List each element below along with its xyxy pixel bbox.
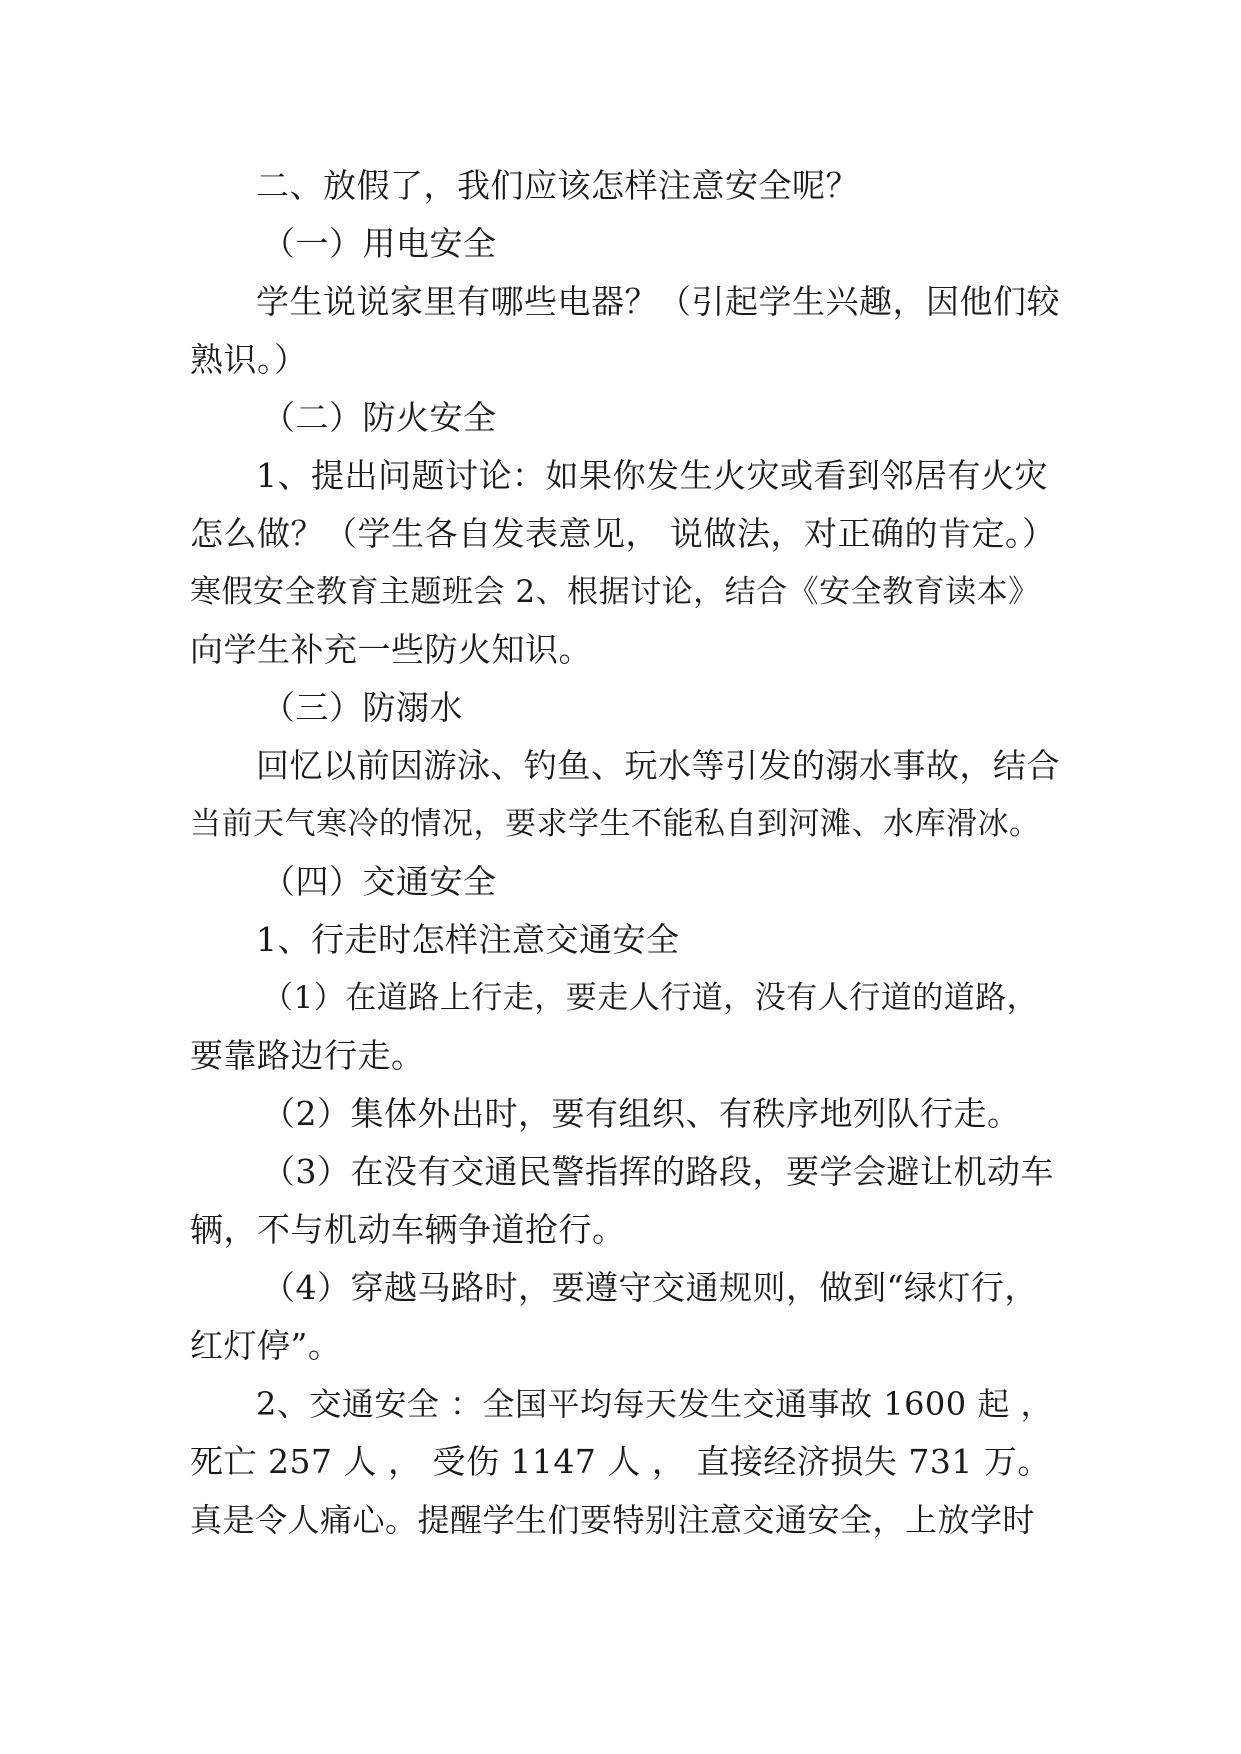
list-item: （1）在道路上行走，要走人行道，没有人行道的道路，: [262, 980, 1039, 1016]
paragraph-line: 红灯停”。: [190, 1326, 342, 1365]
section-heading: 二、放假了，我们应该怎样注意安全呢？: [256, 166, 859, 205]
paragraph-line: 真是令人痛心。提醒学生们要特别注意交通安全，上放学时: [190, 1501, 1036, 1539]
paragraph-line: 熟识。）: [190, 340, 308, 379]
paragraph-line: 辆，不与机动车辆争道抢行。: [190, 1210, 626, 1249]
paragraph-line: 1、行走时怎样注意交通安全: [256, 920, 680, 959]
list-item: （2）集体外出时，要有组织、有秩序地列队行走。: [262, 1094, 1021, 1133]
paragraph-line: 向学生补充一些防火知识。: [190, 630, 592, 669]
paragraph-line: 2、交通安全 ：全国平均每天发生交通事故 1600 起 ，: [256, 1385, 1053, 1423]
subsection-heading: （四）交通安全: [262, 862, 497, 901]
paragraph-line: 寒假安全教育主题班会 2、根据讨论，结合《安全教育读本》: [190, 574, 1040, 610]
paragraph-line: 学生说说家里有哪些电器？（引起学生兴趣，因他们较: [256, 282, 1060, 321]
list-item: （4）穿越马路时，要遵守交通规则，做到“绿灯行，: [262, 1268, 1038, 1307]
subsection-heading: （二）防火安全: [262, 398, 497, 437]
paragraph-line: 1、提出问题讨论：如果你发生火灾或看到邻居有火灾: [256, 456, 1048, 495]
paragraph-line: 死亡 257 人 ， 受伤 1147 人 ， 直接经济损失 731 万。: [190, 1442, 1051, 1481]
subsection-heading: （一）用电安全: [262, 224, 497, 263]
paragraph-line: 当前天气寒冷的情况，要求学生不能私自到河滩、水库滑冰。: [190, 806, 1041, 842]
paragraph-line: 回忆以前因游泳、钓鱼、玩水等引发的溺水事故，结合: [256, 746, 1060, 785]
paragraph-line: 要靠路边行走。: [190, 1036, 425, 1075]
subsection-heading: （三）防溺水: [262, 688, 463, 727]
paragraph-line: 怎么做？（学生各自发表意见， 说做法，对正确的肯定。）: [190, 514, 1056, 553]
list-item: （3）在没有交通民警指挥的路段，要学会避让机动车: [262, 1152, 1054, 1191]
